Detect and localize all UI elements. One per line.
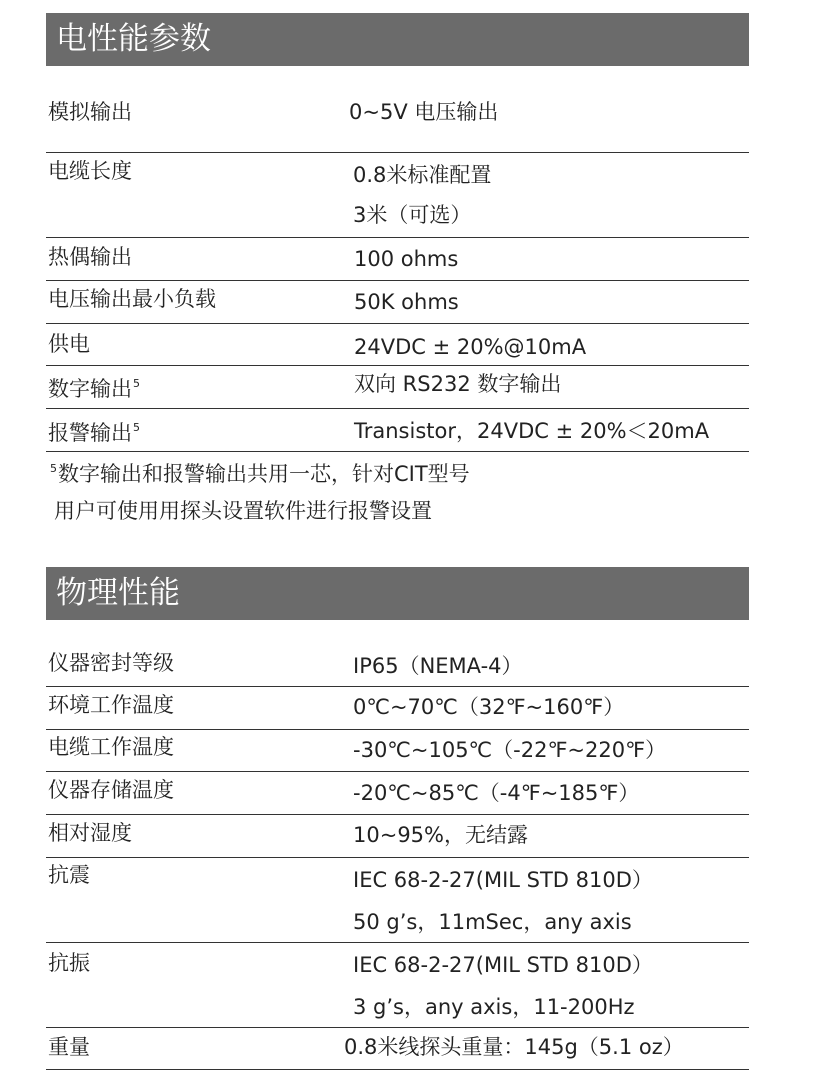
footnote-mark: 5 xyxy=(50,462,57,475)
row-label-weight: 重量 xyxy=(48,1035,90,1059)
row-value-digital-output: 双向 RS232 数字输出 xyxy=(354,372,562,396)
row-label-vibration: 抗振 xyxy=(48,951,90,975)
divider xyxy=(46,280,749,281)
row-value-min-load: 50K ohms xyxy=(354,290,459,314)
row-label-cable-length: 电缆长度 xyxy=(48,159,132,183)
row-value-power-supply: 24VDC ± 20%@10mA xyxy=(354,335,587,359)
row-label-digital-output-text: 数字输出 xyxy=(48,377,132,401)
row-value-weight: 0.8米线探头重量：145g（5.1 oz） xyxy=(344,1035,684,1059)
row-value-shock-2: 50 g’s，11mSec，any axis xyxy=(353,910,632,934)
divider xyxy=(46,1069,749,1070)
row-value-thermocouple-output: 100 ohms xyxy=(354,247,459,271)
row-label-cable-temp: 电缆工作温度 xyxy=(48,735,174,759)
row-value-analog-output: 0~5V 电压输出 xyxy=(349,100,499,124)
divider xyxy=(46,857,749,858)
row-label-humidity: 相对湿度 xyxy=(48,821,132,845)
section-header-physical xyxy=(46,567,749,620)
divider xyxy=(46,451,749,452)
footnote-line-1 xyxy=(50,456,470,487)
row-label-ambient-temp: 环境工作温度 xyxy=(48,693,174,717)
row-value-cable-length-1: 0.8米标准配置 xyxy=(353,163,492,187)
divider xyxy=(46,942,749,943)
row-value-ip-rating: IP65（NEMA-4） xyxy=(353,654,523,678)
divider xyxy=(46,237,749,238)
row-value-ambient-temp: 0℃~70℃（32℉~160℉） xyxy=(353,695,625,719)
divider xyxy=(46,686,749,687)
divider xyxy=(46,1027,749,1028)
row-value-cable-temp: -30℃~105℃（-22℉~220℉） xyxy=(353,738,667,762)
row-label-min-load: 电压输出最小负载 xyxy=(48,287,216,311)
row-label-shock: 抗震 xyxy=(48,863,90,887)
row-label-power-supply: 供电 xyxy=(48,332,90,356)
divider xyxy=(46,408,749,409)
section-title-electrical: 电性能参数 xyxy=(56,21,211,57)
row-label-storage-temp: 仪器存储温度 xyxy=(48,778,174,802)
row-label-alarm-output-text: 报警输出 xyxy=(48,421,132,445)
row-value-storage-temp: -20℃~85℃（-4℉~185℉） xyxy=(353,781,640,805)
footnote-ref: 5 xyxy=(133,377,140,390)
row-value-shock-1: IEC 68-2-27(MIL STD 810D） xyxy=(353,868,653,892)
row-label-digital-output xyxy=(48,371,140,402)
row-label-analog-output: 模拟输出 xyxy=(48,100,132,124)
row-value-alarm-output: Transistor，24VDC ± 20%＜20mA xyxy=(354,419,710,443)
row-label-ip-rating: 仪器密封等级 xyxy=(48,651,174,675)
divider xyxy=(46,365,749,366)
divider xyxy=(46,323,749,324)
divider xyxy=(46,814,749,815)
section-title-physical: 物理性能 xyxy=(56,575,180,611)
section-header-electrical xyxy=(46,13,749,66)
divider xyxy=(46,152,749,153)
footnote-text-1: 数字输出和报警输出共用一芯，针对CIT型号 xyxy=(58,462,470,486)
footnote-line-2: 用户可使用用探头设置软件进行报警设置 xyxy=(54,499,432,523)
row-label-alarm-output xyxy=(48,415,140,446)
row-value-vibration-1: IEC 68-2-27(MIL STD 810D） xyxy=(353,953,653,977)
row-value-cable-length-2: 3米（可选） xyxy=(353,203,472,227)
footnote-ref: 5 xyxy=(133,421,140,434)
row-value-vibration-2: 3 g’s，any axis，11-200Hz xyxy=(353,995,635,1019)
row-label-thermocouple-output: 热偶输出 xyxy=(48,245,132,269)
divider xyxy=(46,729,749,730)
row-value-humidity: 10~95%，无结露 xyxy=(353,823,528,847)
divider xyxy=(46,771,749,772)
